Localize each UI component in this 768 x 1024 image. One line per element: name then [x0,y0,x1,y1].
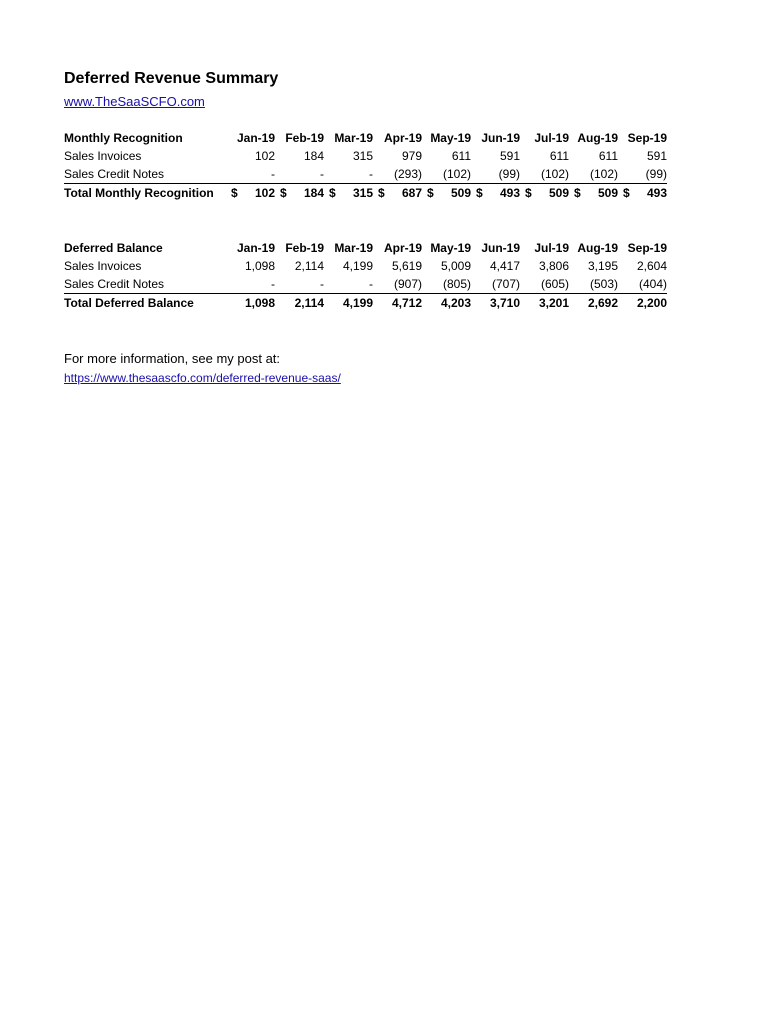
total-cell [373,294,422,313]
row-label: Sales Invoices [64,259,142,273]
section-header: Deferred Balance [64,241,163,255]
total-cell [226,294,275,313]
value-cell: (605) [540,277,569,291]
total-value: 315 [352,186,373,200]
total-value: 509 [548,186,569,200]
month-header: Jan-19 [236,131,275,145]
month-header: Jan-19 [236,241,275,255]
info-text: For more information, see my post at: [64,351,281,366]
value-cell: (99) [498,167,520,181]
currency-symbol: $ [623,186,630,200]
deferred-header-row [64,239,667,257]
value-cell: 611 [598,149,618,163]
currency-symbol: $ [280,186,287,200]
value-cell: (99) [645,167,667,181]
value-cell: - [271,277,275,291]
value-cell: (805) [442,277,471,291]
month-header: Mar-19 [334,241,373,255]
total-value: 102 [254,186,275,200]
value-cell: 591 [646,149,667,163]
total-value: 2,692 [587,296,618,310]
total-cell [618,184,667,203]
currency-symbol: $ [231,186,238,200]
site-link[interactable]: www.TheSaaSCFO.com [64,94,205,109]
month-header: Jul-19 [534,131,569,145]
total-cell [275,294,324,313]
value-cell: 5,619 [391,259,422,273]
total-cell [569,184,618,203]
row-label: Sales Credit Notes [64,167,165,181]
total-value: 493 [499,186,520,200]
row-label: Sales Invoices [64,149,142,163]
total-value: 4,199 [342,296,373,310]
total-value: 4,712 [391,296,422,310]
total-cell [422,184,471,203]
value-cell: (404) [638,277,667,291]
value-cell: - [369,277,373,291]
value-cell: (102) [589,167,618,181]
value-cell: 591 [499,149,520,163]
value-cell: - [369,167,373,181]
month-header: Jul-19 [534,241,569,255]
total-cell [520,294,569,313]
value-cell: 102 [254,149,275,163]
total-value: 3,710 [489,296,520,310]
month-header: Sep-19 [627,241,667,255]
total-cell [569,294,618,313]
currency-symbol: $ [329,186,336,200]
table-row [64,257,667,275]
month-header: Feb-19 [285,131,324,145]
value-cell: (503) [589,277,618,291]
value-cell: (293) [393,167,422,181]
month-header: Feb-19 [285,241,324,255]
currency-symbol: $ [574,186,581,200]
month-header: Apr-19 [383,241,422,255]
total-cell [226,184,275,203]
value-cell: (907) [393,277,422,291]
row-label: Sales Credit Notes [64,277,165,291]
currency-symbol: $ [476,186,483,200]
table-row [64,275,667,294]
post-link[interactable]: https://www.thesaascfo.com/deferred-revenue-saas/ [64,371,341,385]
total-cell [324,184,373,203]
value-cell: 315 [352,149,373,163]
total-value: 509 [597,186,618,200]
value-cell: - [320,167,324,181]
total-cell [618,294,667,313]
total-value: 184 [303,186,324,200]
value-cell: 4,199 [342,259,373,273]
total-cell [520,184,569,203]
total-row [64,294,667,313]
currency-symbol: $ [525,186,532,200]
value-cell: (102) [442,167,471,181]
total-label: Total Monthly Recognition [64,184,226,203]
value-cell: 4,417 [489,259,520,273]
value-cell: 5,009 [440,259,471,273]
total-value: 1,098 [244,296,275,310]
value-cell: 979 [401,149,422,163]
month-header: May-19 [430,131,471,145]
monthly-recognition-table [64,129,667,202]
value-cell: 3,806 [538,259,569,273]
section-header: Monthly Recognition [64,131,183,145]
table-row [64,147,667,165]
total-value: 687 [401,186,422,200]
total-cell [275,184,324,203]
deferred-balance-table [64,239,667,312]
total-cell [422,294,471,313]
total-value: 493 [646,186,667,200]
value-cell: (707) [491,277,520,291]
value-cell: 611 [451,149,471,163]
currency-symbol: $ [378,186,385,200]
value-cell: - [271,167,275,181]
value-cell: 3,195 [587,259,618,273]
month-header: Jun-19 [481,241,520,255]
value-cell: 2,114 [294,259,324,273]
value-cell: 2,604 [636,259,667,273]
total-row [64,184,667,203]
total-value: 2,200 [636,296,667,310]
value-cell: (102) [540,167,569,181]
table-row [64,165,667,184]
total-value: 509 [450,186,471,200]
total-cell [471,294,520,313]
month-header: Apr-19 [383,131,422,145]
month-header: Aug-19 [577,131,618,145]
value-cell: 611 [549,149,569,163]
month-header: Aug-19 [577,241,618,255]
total-value: 4,203 [440,296,471,310]
total-cell [324,294,373,313]
total-cell [373,184,422,203]
total-value: 2,114 [294,296,324,310]
month-header: Sep-19 [627,131,667,145]
page-title: Deferred Revenue Summary [64,70,279,87]
total-cell [471,184,520,203]
month-header: Mar-19 [334,131,373,145]
month-header: Jun-19 [481,131,520,145]
currency-symbol: $ [427,186,434,200]
value-cell: 184 [303,149,324,163]
value-cell: 1,098 [244,259,275,273]
recognition-header-row [64,129,667,147]
month-header: May-19 [430,241,471,255]
total-label: Total Deferred Balance [64,294,226,313]
value-cell: - [320,277,324,291]
total-value: 3,201 [538,296,569,310]
